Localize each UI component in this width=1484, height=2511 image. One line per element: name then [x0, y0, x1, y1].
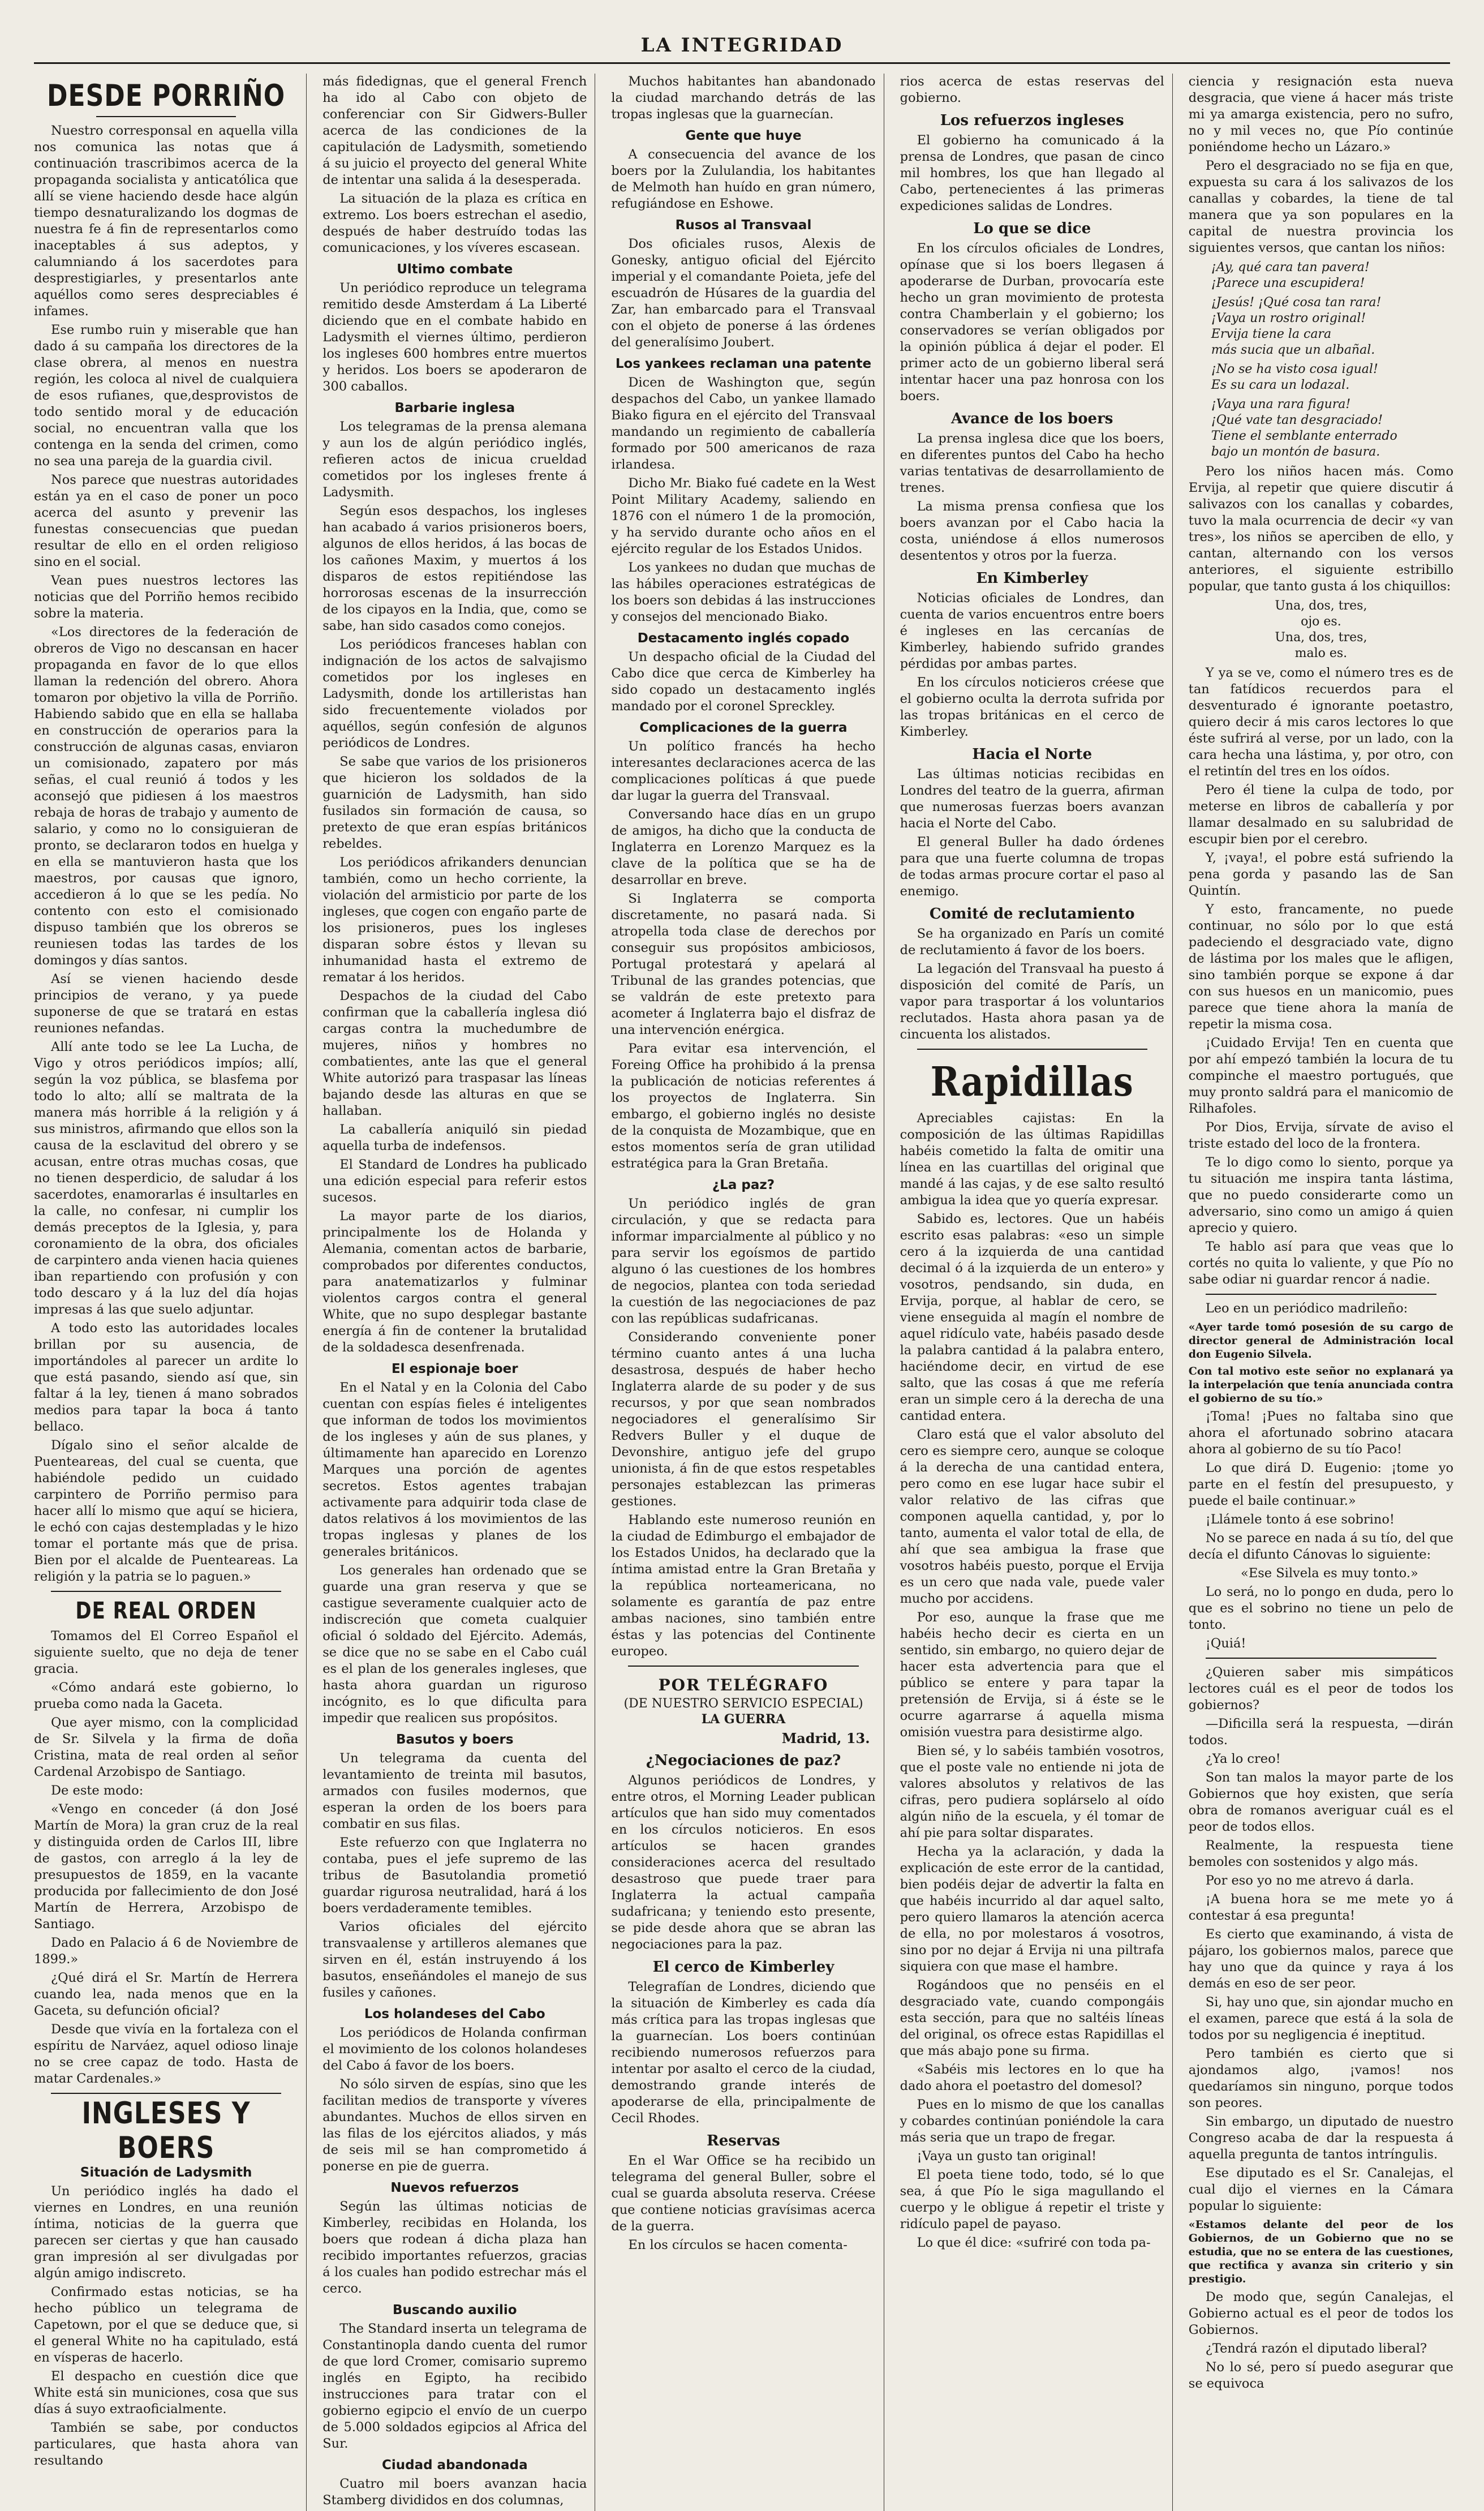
paragraph: «Los directores de la federación de obreros de Vigo no descansan en hacer propaganda en favor de lo que ellos llaman la redención del obrero. Ahora tomaron por objetivo la villa de Porriño. Habiendo sabido que en ella se hallaba en construcción de operarios para la construcción de algunas casas, enviaron un comisionado, zapatero por más señas, el cual reunió á todos y les aconsejó que pidiesen á los maestros rebaja de horas de trabajo y aumento de salario, y como no lo consiguieran de pronto, se declararon todos en huelga y en ella se mantuvieron hasta que los maestros, por causas que ignoro, accedieron á lo que se les pedía. No contento con esto el comisionado dispuso también que los obreros se reuniesen todas las tardes de los domingos y días santos.: [34, 625, 299, 968]
subheading: Ciudad abandonada: [381, 2458, 528, 2473]
paragraph: También se sabe, por conductos particulares, que hasta ahora van resultando: [34, 2420, 299, 2468]
paragraph: Así se vienen haciendo desde principios de verano, y ya puede suponerse de que se tratará en estas reuniones nefandas.: [34, 972, 299, 1036]
paragraph: Un político francés ha hecho interesantes declaraciones acerca de las complicaciones políticas á que puede dar lugar la guerra del Transvaal.: [611, 739, 876, 803]
subheading: El cerco de Kimberley: [652, 1959, 835, 1976]
subheading: Los holandeses del Cabo: [364, 2007, 545, 2021]
divider: [51, 2093, 281, 2094]
subheading: ¿Negociaciones de paz?: [646, 1752, 841, 1769]
paragraph: La mayor parte de los diarios, principalmente los de Holanda y Alemania, comentan actos de barbarie, comprobados por diferentes conductos, para anatematizarlos y fulminar violentos cargos contra el general White, que no supo desplegar bastante energía á fin de contener la brutalidad de la soldadesca desenfrenada.: [322, 1209, 587, 1355]
headline-de-real-orden: DE REAL ORDEN: [75, 1598, 257, 1625]
paragraph: A todo esto las autoridades locales brillan por su ausencia, de importándoles al parecer un ardite lo que está pasando, siendo así que, sin faltar á la ley, tienen á mano sobrados medios para tapar la boca á tanto bellaco.: [34, 1321, 299, 1434]
paragraph: La legación del Transvaal ha puesto á disposición del comité de París, un vapor para trasportar á los voluntarios reclutados. Hasta ahora pasan ya de cincuenta los alistados.: [900, 962, 1164, 1042]
paragraph: ¡A buena hora se me mete yo á contestar á esa pregunta!: [1188, 1892, 1453, 1923]
paragraph: Desde que vivía en la fortaleza con el espíritu de Narváez, aquel odioso linaje no se cree capaz de todo. Hasta de matar Cardenales.»: [34, 2022, 299, 2086]
paragraph: The Standard inserta un telegrama de Constantinopla dando cuenta del rumor de que lord Cromer, comisario supremo inglés en Egipto, ha recibido instrucciones para tratar con el gobierno egipcio el envío de un cuerpo de 5.000 soldados egipcios al Africa del Sur.: [322, 2321, 587, 2451]
paragraph: Un periódico reproduce un telegrama remitido desde Amsterdam á La Liberté diciendo que en el combate habido en Ladysmith el viernes último, perdieron los ingleses 600 hombres entre muertos y heridos. Los boers se apoderaron de 300 caballos.: [322, 281, 587, 394]
paragraph: El despacho en cuestión dice que White está sin municiones, cosa que sus días á suyo extraoficialmente.: [34, 2369, 299, 2416]
paragraph: La caballería aniquiló sin piedad aquella turba de indefensos.: [322, 1122, 587, 1153]
paragraph: Dicho Mr. Biako fué cadete en la West Point Military Academy, saliendo en 1876 con el número 1 de la promoción, y ha servido durante ocho años en el ejército regular de los Estados Unidos.: [611, 476, 876, 556]
paragraph: Realmente, la respuesta tiene bemoles con sostenidos y algo más.: [1188, 1838, 1453, 1869]
column-5: [1189, 74, 1461, 2511]
divider: [1206, 1658, 1436, 1659]
verse: ¡No se ha visto cosa igual! Es su cara un lodazal.: [1211, 362, 1378, 392]
paragraph: No sólo sirven de espías, sino que les facilitan medios de transporte y víveres abundantes. Muchos de ellos sirven en las filas de los ejércitos aliados, y más de seis mil se han comprometido á ponerse en pie de guerra.: [322, 2077, 587, 2174]
divider: [628, 1666, 858, 1667]
paragraph: Las últimas noticias recibidas en Londres del teatro de la guerra, afirman que numerosas fuerzas boers avanzan hacia el Norte del Cabo.: [900, 767, 1164, 831]
paragraph: Despachos de la ciudad del Cabo confirman que la caballería inglesa dió cargas contra la muchedumbre de mujeres, niños y hombres no combatientes, ante las que el general White autorizó para traspasar las líneas bajando desde las alturas en que se hallaban.: [322, 989, 587, 1118]
paragraph: La situación de la plaza es crítica en extremo. Los boers estrechan el asedio, después de haber destruído todas las comunicaciones, y los víveres escasean.: [322, 191, 587, 255]
paragraph: Allí ante todo se lee La Lucha, de Vigo y otros periódicos impíos; allí, según la voz pública, se blasfema por todo lo alto; allí se maltrata de la manera más horrible á la religión y á sus ministros, afirmando que ellos son la causa de la esclavitud del obrero y se acusan, entre otras muchas cosas, que no tienen desperdicio, de saludar á los sacerdotes, enamorarlas é insultarles en la calle, no confesar, ni cumplir los demás preceptos de la Iglesia, y, para coronamiento de la obra, dos oficiales de carpintero anda vienen hacia quienes iban repartiendo con profusión y con todo descaro y á la luz del día hojas impresas á las que suelo adjuntar.: [34, 1040, 299, 1317]
paragraph: No lo sé, pero sí puedo asegurar que se equivoca: [1188, 2360, 1453, 2391]
dateline: Madrid, 13.: [781, 1730, 870, 1746]
telegraph-subheading: (DE NUESTRO SERVICIO ESPECIAL): [623, 1697, 863, 1711]
paragraph: Un periódico inglés de gran circulación, y que se redacta para informar imparcialmente al público y no para servir los egoísmos de partido alguno ó las cuestiones de los hombres de negocios, plantea con toda seriedad la cuestión de las negociaciones de paz con las repúblicas sudafricanas.: [611, 1196, 876, 1326]
paragraph: Los yankees no dudan que muchas de las hábiles operaciones estratégicas de los boers son debidas á las instrucciones y consejos del mencionado Biako.: [611, 560, 876, 624]
paragraph: —Dificilla será la respuesta, —dirán todos.: [1188, 1716, 1453, 1748]
paragraph: En el War Office se ha recibido un telegrama del general Buller, sobre el cual se guarda absoluta reserva. Créese que contiene noticias gravísimas acerca de la guerra.: [611, 2153, 876, 2234]
paragraph: Se sabe que varios de los prisioneros que hicieron los soldados de la guarnición de Ladysmith, han sido fusilados sin formación de causa, so pretexto de que eran espías británicos rebeldes.: [322, 754, 587, 851]
divider: [96, 116, 236, 117]
paragraph: Varios oficiales del ejército transvaalense y artilleros alemanes que sirven en él, están instruyendo á los basutos, enseñándoles el manejo de sus fusiles y cañones.: [322, 1920, 587, 2000]
subheading: En Kimberley: [976, 570, 1089, 587]
paragraph: Bien sé, y lo sabéis también vosotros, que el poste vale no entiende ni jota de valores absolutos y relativos de las cifras, pero pudiera soplárselo al oído algún niño de la escuela, y él tomar de ahí pie para soltar disparates.: [900, 1744, 1164, 1840]
paragraph: Rogándoos que no penséis en el desgraciado vate, cuando compongáis esta sección, para que no saltéis líneas del original, os ofrece estas Rapidillas el que más abajo pone su firma.: [900, 1978, 1164, 2058]
subheading: Comité de reclutamiento: [929, 905, 1135, 922]
paragraph: ¡Quiá!: [1205, 1636, 1246, 1651]
paragraph: Sabido es, lectores. Que un habéis escrito esas palabras: «eso un simple cero á la izquierda de una cantidad decimal ó á la izquierda de un entero» y vosotros, pendsando, sin duda, en Ervija, porque, al hablar de cero, se viene enseguida al magín el nombre de aquel ridículo vate, habéis pasado desde la palabra cantidad á la palabra entero, haciéndome decir, en virtud de ese salto, que las cosas á que me refería eran un simple cero á la derecha de una cantidad entera.: [900, 1212, 1164, 1423]
paragraph: Y, ¡vaya!, el pobre está sufriendo la pena gorda y pasando las de San Quintín.: [1188, 851, 1453, 898]
paragraph: Se ha organizado en París un comité de reclutamiento á favor de los boers.: [900, 926, 1164, 958]
paragraph: Para evitar esa intervención, el Foreing Office ha prohibido á la prensa la publicación de noticias referentes á los proyectos de Inglaterra. Sin embargo, el gobierno inglés no desiste de la conquista de Mozambique, que en estos momentos sería de gran utilidad estratégica para la Gran Bretaña.: [611, 1041, 876, 1171]
paragraph: ¡Llámele tonto á ese sobrino!: [1205, 1512, 1395, 1527]
paragraph: Apreciables cajistas: En la composición de las últimas Rapidillas habéis cometido la falta de omitir una línea en las cuartillas del original que mandé á las cajas, y de ese salto resultó ambigua la idea que yo quería expresar.: [900, 1111, 1164, 1208]
paragraph: Los periódicos de Holanda confirman el movimiento de los colonos holandeses del Cabo á favor de los boers.: [322, 2025, 587, 2073]
column-1: [34, 74, 307, 2511]
divider: [1206, 1294, 1436, 1295]
subheading: Gente que huye: [685, 128, 802, 143]
column-4: [900, 74, 1173, 2511]
paragraph: ¡Toma! ¡Pues no faltaba sino que ahora el afortunado sobrino atacara ahora al gobierno de su tío Paco!: [1188, 1409, 1453, 1457]
columns: [34, 74, 1461, 2508]
telegraph-heading: POR TELÉGRAFO: [658, 1676, 829, 1694]
paragraph: rios acerca de estas reservas del gobierno.: [900, 74, 1164, 105]
paragraph: «Vengo en conceder (á don José Martín de Mora) la gran cruz de la real y distinguida orden de Carlos III, libre de gastos, con arreglo á la ley de presupuestos de 1859, en la vacante producida por fallecimiento de don José Martín de Herrera, Arzobispo de Santiago.: [34, 1802, 299, 1931]
paragraph: Hecha ya la aclaración, y dada la explicación de este error de la cantidad, bien podéis dejar de advertir la falta en que habéis incurrido al dar aquel salto, pero quiero llamaros la atención acerca de ella, no por molestaros á vosotros, sino por no dejar á Ervija ni una piltrafa siquiera con que mase el hambre.: [900, 1844, 1164, 1974]
quote: «Estamos delante del peor de los Gobiernos, de un Gobierno que no se estudia, que no se entera de las cuestiones, que rectifica y avanza sin criterio y sin prestigio.: [1188, 2218, 1453, 2285]
paragraph: Si Inglaterra se comporta discretamente, no pasará nada. Si atropella toda clase de derechos por conseguir sus propósitos ambiciosos, Portugal protestará y apelará al Tribunal de las grandes potencias, que se valdrán de este pretexto para acometer á Inglaterra bajo el disfraz de una intervención enérgica.: [611, 891, 876, 1037]
paragraph: Los generales han ordenado que se guarde una gran reserva y que se castigue severamente cualquier acto de indiscreción que cometa cualquier oficial ó soldado del Ejército. Además, se dice que no se sabe en el Cabo cuál es el plan de los generales ingleses, que hasta ahora guardan un riguroso incógnito, es lo que dificulta para impedir que realicen sus propósitos.: [322, 1563, 587, 1725]
masthead-rule: [34, 62, 1450, 64]
headline-rapidillas: Rapidillas: [930, 1058, 1134, 1106]
subheading: Los refuerzos ingleses: [940, 112, 1124, 129]
verse: Una, dos, tres, ojo es. Una, dos, tres, malo es.: [1275, 599, 1367, 660]
paragraph: Y ya se ve, como el número tres es de tan fatídicos recuerdos para el desventurado é ignorante poetastro, quiero decir á mis caros lectores lo que éste sufrirá al verse, por un lado, con la cara hecha una lástima, y, por otro, con el retintín del tres en los oídos.: [1188, 666, 1453, 779]
paragraph: Pues en lo mismo de que los canallas y cobardes continúan poniéndole la cara más seria que un trapo de fregar.: [900, 2097, 1164, 2145]
paragraph: «Ese Silvela es muy tonto.»: [1241, 1566, 1418, 1581]
paragraph: Lo que él dice: «sufriré con toda pa-: [917, 2235, 1151, 2250]
subheading: Hacia el Norte: [972, 746, 1092, 763]
paragraph: El general Buller ha dado órdenes para que una fuerte columna de tropas de todas armas procure cortar el paso al enemigo.: [900, 835, 1164, 899]
paragraph: Nos parece que nuestras autoridades están ya en el caso de poner un poco acerca del asunto y prevenir las funestas consecuencias que puedan resultar de ello en el orden religioso sino en el social.: [34, 473, 299, 569]
paragraph: Algunos periódicos de Londres, y entre otros, el Morning Leader publican artículos que han sido muy comentados en los círculos noticieros. En esos artículos se hacen grandes consideraciones acerca del resultado desastroso que puede traer para Inglaterra la actual campaña sudafricana; y teniendo esto presente, se pide desde ahora que se abran las negociaciones para la paz.: [611, 1773, 876, 1952]
paragraph: Por eso, aunque la frase que me habéis hecho decir es cierta en un sentido, sin embargo, no quiero dejar de hacer esta advertencia para que el público se entere y para tapar la pretensión de Ervija, si á éste se le ocurre agarrarse á aquella misma omisión vuestra para desistirme algo.: [900, 1610, 1164, 1740]
paragraph: Los periódicos afrikanders denuncian también, como un hecho corriente, la violación del armisticio por parte de los ingleses, que cogen con engaño parte de los prisioneros, pues los ingleses disparan sobre éstos y llevan su inhumanidad hasta el extremo de rematar á los heridos.: [322, 855, 587, 985]
paragraph: Por eso yo no me atrevo á darla.: [1205, 1873, 1414, 1888]
paragraph: Dicen de Washington que, según despachos del Cabo, un yankee llamado Biako figura en el ejército del Transvaal mandando un regimiento de caballería formado por 500 americanos de raza irlandesa.: [611, 375, 876, 472]
paragraph: Que ayer mismo, con la complicidad de Sr. Silvela y la firma de doña Cristina, mata de real orden al señor Cardenal Arzobispo de Santiago.: [34, 1715, 299, 1779]
paragraph: Conversando hace días en un grupo de amigos, ha dicho que la conducta de Inglaterra en Lorenzo Marquez es la clave de la política que se ha de desarrollar en breve.: [611, 807, 876, 887]
headline-desde-porrino: DESDE PORRIÑO: [47, 78, 286, 114]
divider: [917, 1049, 1147, 1050]
paragraph: Pero el desgraciado no se fija en que, expuesta su cara á los salivazos de los canallas y cobardes, la tiene de tal manera que ya son populares en la capital de nuestra provincia los siguientes versos, que cantan los niños:: [1188, 158, 1453, 255]
paragraph: Te hablo así para que veas que lo cortés no quita lo valiente, y que Pío no sabe odiar ni guardar rencor á nadie.: [1188, 1239, 1453, 1287]
subheading: Lo que se dice: [973, 220, 1091, 237]
subheading: Buscando auxilio: [393, 2303, 517, 2317]
telegraph-section: LA GUERRA: [701, 1712, 786, 1727]
paragraph: Nuestro corresponsal en aquella villa nos comunica las notas que á continuación trascribimos acerca de la propaganda socialista y anticatólica que allí se viene haciendo desde hace algún tiempo desnaturalizando los dogmas de nuestra fe á fin de representarlos como inaceptables á sus adeptos, y calumniando á los sacerdotes para desprestigiarles, y presentarlos ante aquéllos como seres despreciables é infames.: [34, 123, 299, 319]
paragraph: En los círculos oficiales de Londres, opínase que si los boers llegasen á apoderarse de Durban, provocaría este hecho un gran movimiento de protesta contra Chamberlain y el gobierno; los conservadores se verían obligados por la opinión pública á dejar el poder. El primer acto de un gobierno liberal será intentar hacer una paz honrosa con los boers.: [900, 241, 1164, 404]
subheading: Destacamento inglés copado: [637, 631, 850, 646]
paragraph: Considerando conveniente poner término cuanto antes á una lucha desastrosa, después de haber hecho Inglaterra alarde de su poder y de sus recursos, y por que sean nombrados negociadores el generalísimo Sir Redvers Buller y el duque de Devonshire, antiguo jefe del grupo unionista, á fin de que estos respetables personajes establezcan las primeras gestiones.: [611, 1330, 876, 1509]
paragraph: Cuatro mil boers avanzan hacia Stamberg divididos en dos columnas,: [322, 2476, 587, 2508]
paragraph: En los círculos noticieros créese que el gobierno oculta la derrota sufrida por las tropas británicas en el cerco de Kimberley.: [900, 675, 1164, 739]
paragraph: «Sabéis mis lectores en lo que ha dado ahora el poetastro del domesol?: [900, 2062, 1164, 2093]
paragraph: Lo será, no lo pongo en duda, pero lo que es el sobrino no tiene un pelo de tonto.: [1188, 1585, 1453, 1632]
paragraph: Es cierto que examinando, á vista de pájaro, los gobiernos malos, parece que hay uno que da quince y raya á los demás en eso de ser peor.: [1188, 1927, 1453, 1991]
subheading: Barbarie inglesa: [394, 401, 515, 415]
paragraph: Un periódico inglés ha dado el viernes en Londres, en una reunión íntima, noticias de la guerra que parecen ser ciertas y que han causado gran impresión al ser divulgadas por algún amigo indiscreto.: [34, 2184, 299, 2281]
paragraph: Dígalo sino el señor alcalde de Puenteareas, del cual se cuenta, que habiéndole pedido un cuidado carpintero de Porriño permiso para hacer allí lo mismo que aquí se hiciera, le echó con cajas destempladas y le hizo tomar el portante más que de prisa. Bien por el alcalde de Puenteareas. La religión y la patria se lo paguen.»: [34, 1438, 299, 1584]
paragraph: Según las últimas noticias de Kimberley, recibidas en Holanda, los boers que rodean á dicha plaza han recibido importantes refuerzos, gracias á los cuales han podido estrechar más el cerco.: [322, 2199, 587, 2296]
paragraph: El Standard de Londres ha publicado una edición especial para referir estos sucesos.: [322, 1157, 587, 1205]
verse: ¡Jesús! ¡Qué cosa tan rara! ¡Vaya un rostro original! Ervija tiene la cara más sucia que un albañal.: [1211, 295, 1382, 357]
subheading: Situación de Ladysmith: [80, 2165, 252, 2180]
paragraph: ciencia y resignación esta nueva desgracia, que viene á hacer más triste mi ya amarga existencia, pero no sufro, no y mil veces no, que Pío continúe poniéndome hecho un Lázaro.»: [1188, 74, 1453, 154]
paragraph: Un telegrama da cuenta del levantamiento de treinta mil basutos, armados con fusiles modernos, que esperan la orden de los boers para combatir en sus filas.: [322, 1751, 587, 1831]
paragraph: ¡Cuidado Ervija! Ten en cuenta que por ahí empezó también la locura de tu compinche el maestro portugués, que muy pronto saldrá para el manicomio de Rilhafoles.: [1188, 1036, 1453, 1116]
paragraph: El gobierno ha comunicado á la prensa de Londres, que pasan de cinco mil hombres, los que han llegado al Cabo, pertenecientes á las primeras expediciones salidas de Londres.: [900, 133, 1164, 213]
paragraph: Pero los niños hacen más. Como Ervija, al repetir que quiere discutir á salivazos con los canallas y cobardes, tuvo la mala ocurrencia de decir «y van tres», los niños se aperciben de ello, y cantan, alternando con los versos anteriores, el siguiente estribillo popular, que tanto gusta á los chiquillos:: [1188, 464, 1453, 594]
paragraph: Sin embargo, un diputado de nuestro Congreso acaba de dar la respuesta á aquella pregunta de tantos intríngulis.: [1188, 2114, 1453, 2162]
subheading: Rusos al Transvaal: [675, 218, 812, 233]
subheading: Basutos y boers: [396, 1732, 514, 1747]
paragraph: «Cómo andará este gobierno, lo prueba como nada la Gaceta.: [34, 1680, 299, 1711]
paragraph: Este refuerzo con que Inglaterra no contaba, pues el jefe supremo de las tribus de Basutolandia prometió guardar rigurosa neutralidad, hará á los boers verdaderamente temibles.: [322, 1835, 587, 1916]
paragraph: Dado en Palacio á 6 de Noviembre de 1899.»: [34, 1935, 299, 1967]
paragraph: Hablando este numeroso reunión en la ciudad de Edimburgo el embajador de los Estados Unidos, ha declarado que la íntima amistad entre la Gran Bretaña y la república norteamericana, no solamente es garantía de paz entre ambas naciones, sino también entre éstas y las potencias del Continente europeo.: [611, 1513, 876, 1659]
paragraph: Por Dios, Ervija, sírvate de aviso el triste estado del loco de la frontera.: [1188, 1120, 1453, 1151]
verse: ¡Ay, qué cara tan pavera! ¡Parece una escupidera!: [1211, 260, 1370, 290]
paragraph: El poeta tiene todo, todo, sé lo que sea, á que Pío le siga magullando el cuerpo y le obligue á repetir el triste y ridículo papel de payaso.: [900, 2167, 1164, 2231]
paragraph: En los círculos se hacen comenta-: [628, 2238, 848, 2252]
paragraph: Son tan malos la mayor parte de los Gobiernos que hoy existen, que sería obra de romanos averiguar cuál es el peor de todos ellos.: [1188, 1770, 1453, 1834]
paragraph: más fidedignas, que el general French ha ido al Cabo con objeto de conferenciar con Sir Gidwers-Buller acerca de las condiciones de la capitulación de Ladysmith, sometiendo á su juicio el proyecto del general White de intentar una salida á la desesperada.: [322, 74, 587, 187]
paragraph: ¡Vaya un gusto tan original!: [917, 2149, 1097, 2164]
paragraph: Telegrafían de Londres, diciendo que la situación de Kimberley es cada día más crítica para las tropas inglesas que la guarnecían. Los boers continúan recibiendo numerosos refuerzos para intentar por asalto el cerco de la ciudad, demostrando grande interés de apoderarse de ella, principalmente de Cecil Rhodes.: [611, 1980, 876, 2126]
subheading: Avance de los boers: [950, 410, 1113, 427]
paragraph: Pero también es cierto que si ajondamos algo, ¡vamos! nos quedaríamos sin ninguno, porque todos son peores.: [1188, 2046, 1453, 2110]
paragraph: Si, hay uno que, sin ajondar mucho en el examen, parece que está á la sola de todos por su negligencia é ineptitud.: [1188, 1995, 1453, 2042]
paragraph: Según esos despachos, los ingleses han acabado á varios prisioneros boers, algunos de ellos heridos, á las bocas de los cañones Maxim, y muertos á los disparos de estos repitiéndose las horrorosas escenas de la insurrección de los cipayos en la India, que, como se sabe, han sido casados como conejos.: [322, 504, 587, 633]
column-2: [322, 74, 595, 2511]
divider: [51, 1591, 281, 1592]
subheading: Nuevos refuerzos: [390, 2181, 519, 2195]
paragraph: Ese diputado es el Sr. Canalejas, el cual dijo el viernes en la Cámara popular lo siguiente:: [1188, 2166, 1453, 2213]
paragraph: Tomamos del El Correo Español el siguiente suelto, que no deja de tener gracia.: [34, 1629, 299, 1676]
paragraph: ¿Tendrá razón el diputado liberal?: [1205, 2341, 1427, 2356]
subheading: Los yankees reclaman una patente: [615, 357, 872, 371]
paragraph: Dos oficiales rusos, Alexis de Gonesky, antiguo oficial del Ejército imperial y el comandante Poieta, jefe del escuadrón de Húsares de la guardia del Zar, han embarcado para el Transvaal con el objeto de ponerse á las órdenes del generalísimo Joubert.: [611, 237, 876, 350]
paragraph: A consecuencia del avance de los boers por la Zululandia, los habitantes de Melmoth han huído en gran número, refugiándose en Eshowe.: [611, 147, 876, 211]
subheading: El espionaje boer: [391, 1362, 518, 1376]
headline-ingleses-y-boers: INGLESES Y BOERS: [81, 2096, 251, 2166]
paragraph: Un despacho oficial de la Ciudad del Cabo dice que cerca de Kimberley ha sido copado un destacamento inglés mandado por el coronel Spreckley.: [611, 650, 876, 714]
paragraph: ¿Qué dirá el Sr. Martín de Herrera cuando lea, nada menos que en la Gaceta, su defunción oficial?: [34, 1971, 299, 2018]
paragraph: Los telegramas de la prensa alemana y aun los de algún periódico inglés, refieren actos de inicua crueldad cometidos por los ingleses frente á Ladysmith.: [322, 419, 587, 500]
paragraph: De modo que, según Canalejas, el Gobierno actual es el peor de todos los Gobiernos.: [1188, 2290, 1453, 2337]
paragraph: Y esto, francamente, no puede continuar, no sólo por lo que está padeciendo el desgraciado vate, digno de lástima por los males que le afligen, sino también porque se expone á dar con sus huesos en un manicomio, pues parece que tiene ahora la manía de repetir la misma cosa.: [1188, 902, 1453, 1032]
quote: «Ayer tarde tomó posesión de su cargo de director general de Administración local don Eugenio Silvela.: [1188, 1321, 1453, 1360]
paragraph: Te lo digo como lo siento, porque ya tu situación me inspira tanta lástima, que no puedo considerarte como un adversario, sino como un amigo á quien aprecio y quiero.: [1188, 1155, 1453, 1235]
paragraph: Lo que dirá D. Eugenio: ¡tome yo parte en el festín del presupuesto, y puede el baile continuar.»: [1188, 1461, 1453, 1508]
paragraph: ¿Ya lo creo!: [1205, 1752, 1281, 1766]
paragraph: Muchos habitantes han abandonado la ciudad marchando detrás de las tropas inglesas que la guarnecían.: [611, 74, 876, 122]
paragraph: Confirmado estas noticias, se ha hecho público un telegrama de Capetown, por el que se deduce que, si el general White no ha capitulado, está en vísperas de hacerlo.: [34, 2285, 299, 2365]
paragraph: Noticias oficiales de Londres, dan cuenta de varios encuentros entre boers é ingleses en las cercanías de Kimberley, habiendo sufrido grandes pérdidas por ambas partes.: [900, 591, 1164, 671]
quote: Con tal motivo este señor no explanará ya la interpelación que tenía anunciada contra el gobierno de su tío.»: [1188, 1365, 1453, 1405]
paragraph: Ese rumbo ruin y miserable que han dado á su campaña los directores de la clase obrera, al menos en nuestra región, les coloca al nivel de cualquiera de esos rufianes, que,desprovistos de todo sentido moral y de educación social, no encuentran valla que los contenga en la senda del crimen, como no sea una pareja de la guardia civil.: [34, 323, 299, 469]
verse: ¡Vaya una rara figura! ¡Qué vate tan desgraciado! Tiene el semblante enterrado bajo un montón de basura.: [1211, 397, 1397, 459]
paragraph: Leo en un periódico madrileño:: [1205, 1301, 1408, 1316]
column-3: [611, 74, 884, 2511]
paragraph: No se parece en nada á su tío, del que decía el difunto Cánovas lo siguiente:: [1188, 1531, 1453, 1562]
masthead: LA INTEGRIDAD: [640, 34, 844, 57]
paragraph: De este modo:: [51, 1783, 144, 1798]
paragraph: Los periódicos franceses hablan con indignación de los actos de salvajismo cometidos por los ingleses en Ladysmith, donde los artilleristas han sido frecuentemente violados por aquéllos, según confesión de algunos periódicos de Londres.: [322, 637, 587, 750]
paragraph: Pero él tiene la culpa de todo, por meterse en libros de caballería y por llamar desalmado en su salubridad de escupir bien por el cerebro.: [1188, 783, 1453, 847]
paragraph: Claro está que el valor absoluto del cero es siempre cero, aunque se coloque á la derecha de una cantidad entera, pero como en ese lugar hace subir el valor relativo de las cifras que componen aquella cantidad, y, por lo tanto, aumenta el valor total de ella, de ahí que sea ambigua la frase que vosotros habéis puesto, porque el Ervija es un cero que nada vale, puede valer mucho por accidens.: [900, 1427, 1164, 1606]
paragraph: Vean pues nuestros lectores las noticias que del Porriño hemos recibido sobre la materia.: [34, 573, 299, 621]
subheading: Reservas: [707, 2132, 780, 2149]
paragraph: La misma prensa confiesa que los boers avanzan por el Cabo hacia la costa, uniéndose á ellos numerosos desententos y otros por la fuerza.: [900, 499, 1164, 563]
paragraph: La prensa inglesa dice que los boers, en diferentes puntos del Cabo ha hecho varias tentativas de desarrollamiento de trenes.: [900, 431, 1164, 495]
subheading: Complicaciones de la guerra: [639, 720, 848, 735]
subheading: ¿La paz?: [712, 1178, 775, 1192]
paragraph: En el Natal y en la Colonia del Cabo cuentan con espías fieles é inteligentes que informan de todos los movimientos de los ingleses y aún de sus planes, y últimamente han aparecido en Lorenzo Marques una porción de agentes secretos. Estos agentes trabajan activamente para adquirir toda clase de datos relativos á los movimientos de las tropas inglesas y planes de los generales británicos.: [322, 1380, 587, 1559]
subheading: Ultimo combate: [397, 262, 513, 277]
paragraph: ¿Quieren saber mis simpáticos lectores cuál es el peor de todos los gobiernos?: [1188, 1665, 1453, 1712]
